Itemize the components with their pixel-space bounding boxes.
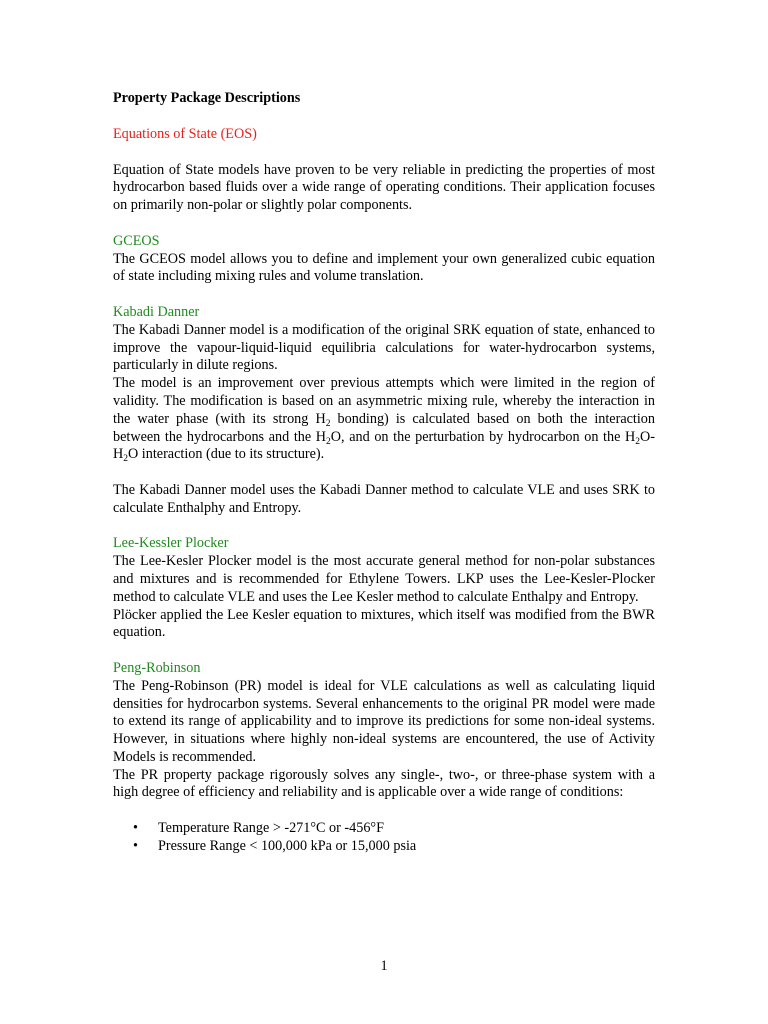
list-item-text: Temperature Range > -271°C or -456°F — [158, 820, 384, 837]
spacer — [113, 215, 655, 233]
peng-robinson-paragraph-1: The Peng-Robinson (PR) model is ideal for VLE calculations as well as calculating liquid densities for hydrocarbon systems. Several enhancements to the original PR model were made to extend its range of applicability and to improve its predictions for some non-ideal systems. However, in situations where highly non-ideal systems are encountered, the use of Activity Models is recommended. — [113, 677, 655, 765]
list-item-text: Pressure Range < 100,000 kPa or 15,000 psia — [158, 837, 417, 854]
subscript: 2 — [123, 454, 128, 465]
document-page — [113, 90, 655, 856]
peng-robinson-heading: Peng-Robinson — [113, 659, 201, 676]
lee-kessler-plocker-heading: Lee-Kessler Plocker — [113, 535, 229, 552]
eos-heading: Equations of State (EOS) — [113, 125, 257, 142]
subscript: 2 — [635, 436, 641, 447]
text-run: O, and on the perturbation by hydrocarbon on the H — [330, 428, 636, 445]
conditions-list — [113, 820, 655, 856]
text-run: O-H — [113, 428, 655, 463]
subscript: 2 — [326, 436, 331, 447]
kabadi-danner-paragraph-3: The Kabadi Danner model uses the Kabadi Danner method to calculate VLE and uses SRK to calculate Enthalphy and Entropy. — [113, 481, 655, 516]
kabadi-danner-paragraph-2 — [113, 375, 655, 464]
list-item — [113, 838, 655, 856]
text-run: bonding) is calculated based on both the interaction between the hydrocarbons and the H — [113, 410, 655, 445]
text-run: O interaction (due to its structure). — [128, 446, 325, 463]
lee-kessler-plocker-paragraph-1: The Lee-Kesler Plocker model is the most accurate general method for non-polar substances and mixtures and is recommended for Ethylene Towers. LKP uses the Lee-Kesler-Plocker method to calculate VLE and uses the Lee Kesler method to calculate Enthalpy and Entropy. — [113, 553, 655, 605]
list-item — [113, 820, 655, 838]
bullet-icon: • — [133, 837, 138, 854]
gceos-heading: GCEOS — [113, 232, 160, 249]
bullet-icon: • — [133, 820, 138, 837]
peng-robinson-paragraph-2: The PR property package rigorously solves any single-, two-, or three-phase system with a high degree of efficiency and reliability and is applicable over a wide range of conditions: — [113, 766, 655, 801]
eos-intro-paragraph: Equation of State models have proven to be very reliable in predicting the properties of most hydrocarbon based fluids over a wide range of operating conditions. Their application focuses on primarily non-polar or slightly polar components. — [113, 161, 655, 214]
text-run: The model is an improvement over previous attempts which were limited in the region of validity. The modification is based on an asymmetric mixing rule, whereby the interaction in the water phase (with its strong H — [113, 375, 655, 427]
spacer — [113, 642, 655, 660]
spacer — [113, 802, 655, 820]
lee-kessler-plocker-paragraph-2: Plöcker applied the Lee Kesler equation to mixtures, which itself was modified from the BWR equation. — [113, 606, 655, 641]
kabadi-danner-paragraph-1: The Kabadi Danner model is a modification of the original SRK equation of state, enhanced to improve the vapour-liquid-liquid equilibria calculations for water-hydrocarbon systems, particularly in dilute regions. — [113, 321, 655, 374]
kabadi-danner-heading: Kabadi Danner — [113, 303, 200, 320]
spacer — [113, 286, 655, 304]
gceos-paragraph: The GCEOS model allows you to define and implement your own generalized cubic equation of state including mixing rules and volume translation. — [113, 250, 655, 285]
page-number: 1 — [380, 958, 388, 974]
subscript: 2 — [325, 418, 331, 429]
document-title: Property Package Descriptions — [113, 90, 301, 106]
spacer — [113, 464, 655, 482]
spacer — [113, 518, 655, 536]
